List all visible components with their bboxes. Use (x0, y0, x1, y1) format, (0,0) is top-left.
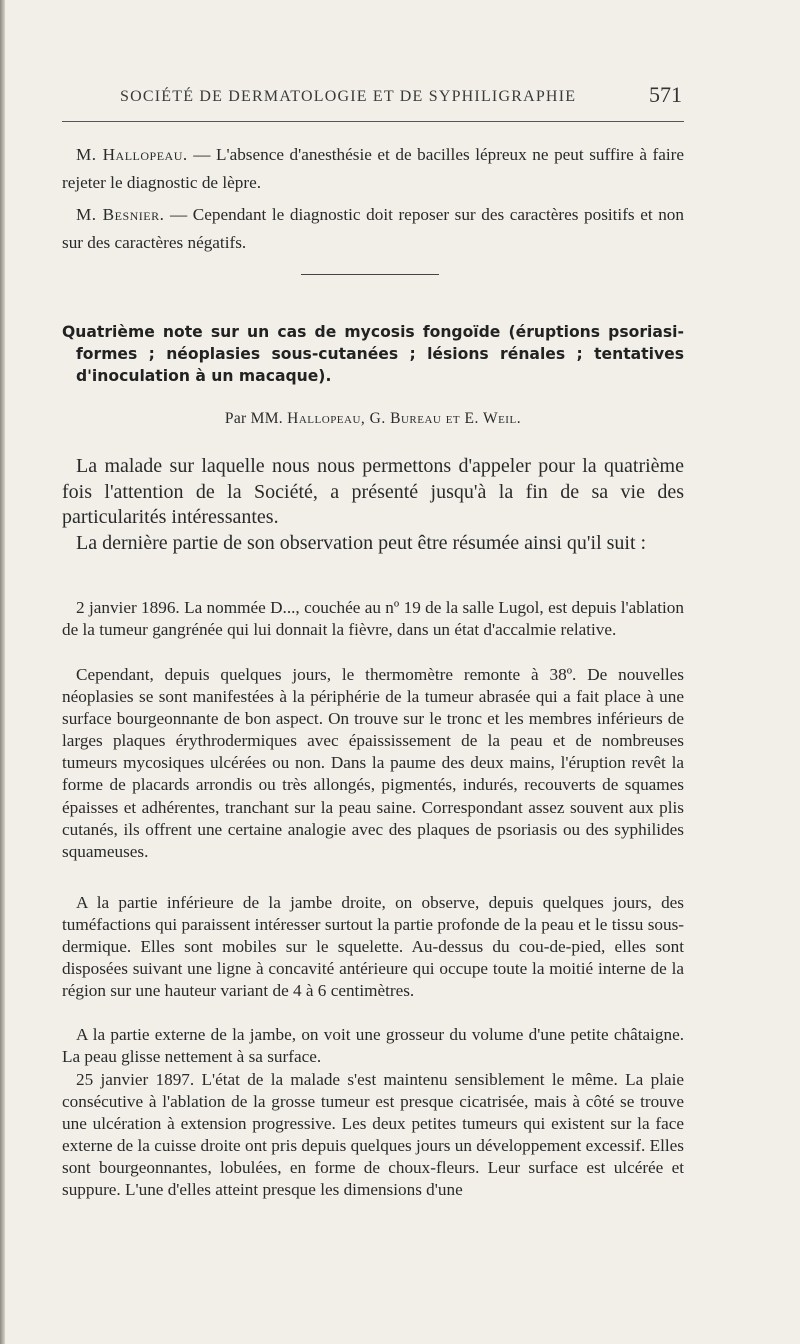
body-paragraph: 25 janvier 1897. L'état de la malade s'est maintenu sensiblement le même. La plaie consécutive à l'ablation de la grosse tumeur est presque cicatrisée, mais à côté se trouve une ulcération à extension progressive. Les deux petites tumeurs qui existent sur la face externe de la cuisse droite ont pris depuis quelques jours un développement excessif. Elles sont bourgeonnantes, lobulées, en forme de choux-fleurs. Leur surface est ulcérée et suppure. L'une d'elles atteint presque les dimensions d'une (62, 1070, 684, 1200)
body-paragraph: Cependant, depuis quelques jours, le thermomètre remonte à 38º. De nouvelles néoplasies se sont manifestées à la périphérie de la tumeur abrasée qui a fait place à une surface bourgeonnante de bon aspect. On trouve sur le tronc et les membres inférieurs de larges plaques érythrodermiques avec épaississement de la peau et de nombreuses tumeurs mycosiques ulcérées ou non. Dans la paume des deux mains, l'éruption revêt la forme de placards arrondis ou très allongés, pigmentés, indurés, recouverts de squames épaisses et adhérentes, tranchant sur la peau saine. Correspondant assez souvent aux plis cutanés, ils offrent une certaine analogie avec des plaques de psoriasis ou des syphilides squameuses. (62, 665, 684, 861)
page-number: 571 (649, 82, 682, 107)
running-head-title: SOCIÉTÉ DE DERMATOLOGIE ET DE SYPHILIGRAPHIE (120, 88, 577, 105)
discussion-paragraph-besnier (62, 201, 684, 257)
body-paragraph: A la partie inférieure de la jambe droite, on observe, depuis quelques jours, des tuméfactions qui paraissent intéresser surtout la partie profonde de la peau et le tissu sous-dermique. Elles sont mobiles sur le squelette. Au-dessus du cou-de-pied, elles sont disposées suivant une ligne à concavité antérieure qui occupe toute la moitié interne de la région sur une hauteur variant de 4 à 6 centimètres. (62, 893, 684, 1001)
intro-paragraph: La dernière partie de son observation peut être résumée ainsi qu'il suit : (76, 532, 647, 554)
section-divider (301, 274, 439, 275)
speaker-name: M. Besnier. (76, 205, 165, 224)
speaker-remark: — L'absence d'anesthésie et de bacilles lépreux ne peut suffire à faire rejeter le diagnostic de lèpre. (62, 145, 684, 192)
article-byline (62, 410, 684, 428)
intro-paragraph: La malade sur laquelle nous nous permettons d'appeler pour la quatrième fois l'attention de la Société, a présenté jusqu'à la fin de sa vie des particularités intéressantes. (62, 455, 684, 528)
page-edge-shadow (0, 0, 5, 1344)
article-title-line: formes ; néoplasies sous-cutanées ; lésions rénales ; tentatives (76, 345, 684, 363)
byline-authors: Hallopeau, G. Bureau et E. Weil. (287, 410, 522, 427)
speaker-name: M. Hallopeau. (76, 145, 188, 164)
article-title-line: d'inoculation à un macaque). (76, 367, 332, 385)
byline-prefix: Par MM. (224, 410, 288, 427)
body-paragraph: 2 janvier 1896. La nommée D..., couchée au nº 19 de la salle Lugol, est depuis l'ablation de la tumeur gangrénée qui lui donnait la fièvre, dans un état d'accalmie relative. (62, 598, 684, 640)
running-head (62, 82, 684, 112)
article-title-line: Quatrième note sur un cas de mycosis fongoïde (éruptions psoriasi- (62, 323, 684, 341)
discussion-paragraph-hallopeau (62, 141, 684, 197)
header-rule (62, 121, 684, 122)
speaker-remark: — Cependant le diagnostic doit reposer sur des caractères positifs et non sur des caractères négatifs. (62, 205, 684, 252)
body-paragraph: A la partie externe de la jambe, on voit une grosseur du volume d'une petite châtaigne. La peau glisse nettement à sa surface. (62, 1025, 684, 1067)
article-title (62, 321, 684, 387)
